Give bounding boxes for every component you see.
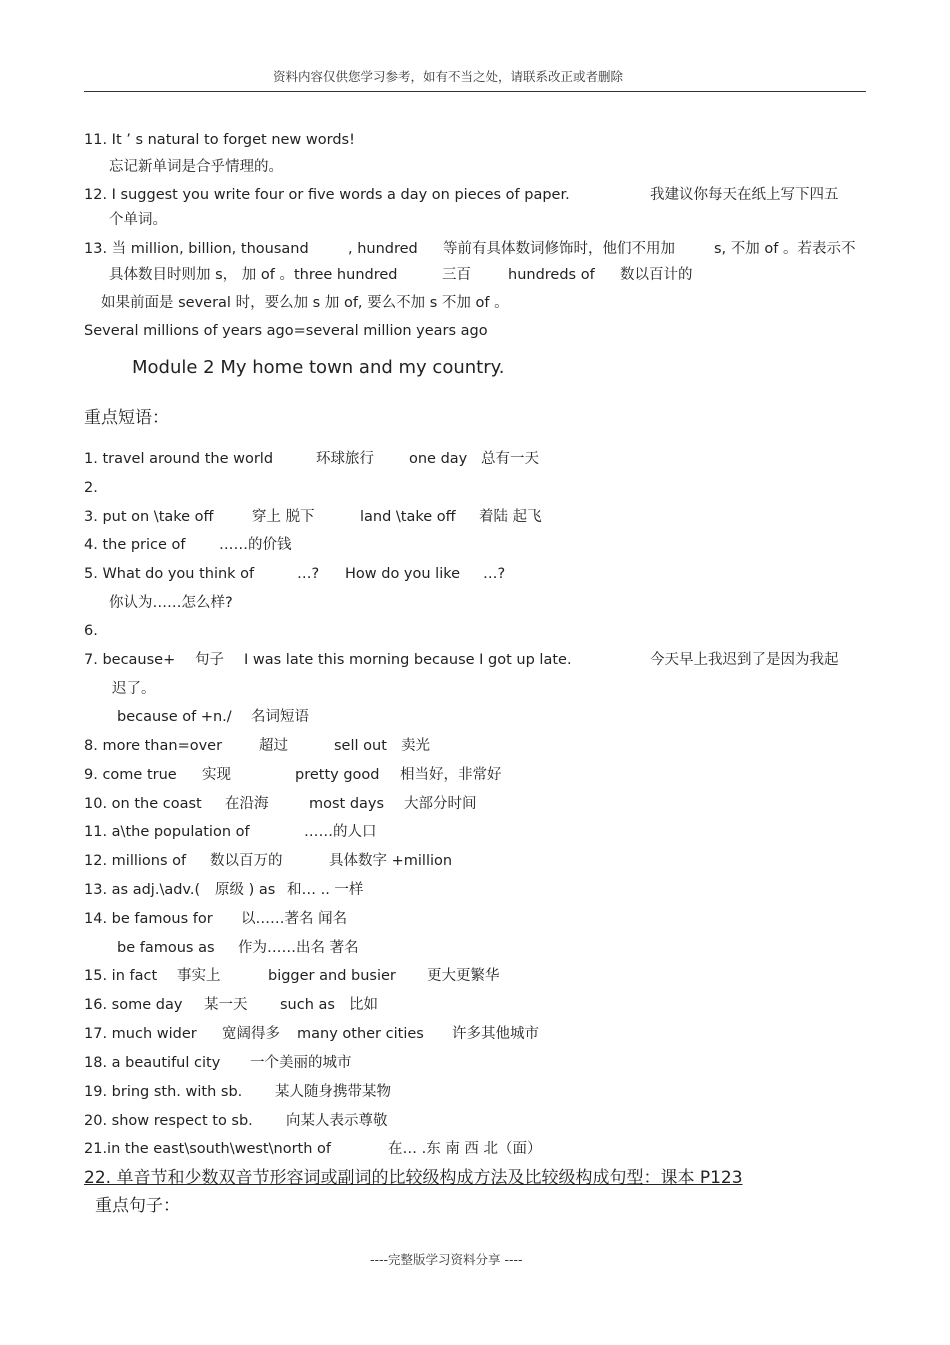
phrase-20-cn: 向某人表示尊敬 bbox=[286, 1113, 388, 1129]
phrase-12: 12. millions of bbox=[84, 853, 187, 869]
phrase-21-cn: 在… .东 南 西 北（面） bbox=[388, 1141, 542, 1157]
phrase-16-cn2: 比如 bbox=[349, 997, 378, 1013]
item-13-a: 13. 当 million, billion, thousand bbox=[84, 241, 309, 257]
phrase-10-cn2: 大部分时间 bbox=[404, 796, 477, 812]
several-millions-line: Several millions of years ago=several million years ago bbox=[84, 323, 488, 339]
phrase-2: 2. bbox=[84, 480, 98, 496]
phrase-3: 3. put on \take off bbox=[84, 509, 214, 525]
phrase-13: 13. as adj.\adv.( bbox=[84, 882, 201, 898]
phrase-8-en2: sell out bbox=[334, 738, 387, 754]
phrase-12-cn: 数以百万的 bbox=[210, 853, 283, 869]
phrase-8-cn: 超过 bbox=[259, 738, 288, 754]
phrase-10-cn: 在沿海 bbox=[225, 796, 269, 812]
phrase-21: 21.in the east\south\west\north of bbox=[84, 1141, 331, 1157]
item-12-chinese-cont: 个单词。 bbox=[109, 212, 167, 228]
phrase-4: 4. the price of bbox=[84, 537, 186, 553]
phrase-9-cn2: 相当好，非常好 bbox=[400, 767, 502, 783]
phrase-19: 19. bring sth. with sb. bbox=[84, 1084, 243, 1100]
item-13-c: 等前有具体数词修饰时，他们不用加 bbox=[443, 241, 675, 257]
phrase-19-cn: 某人随身携带某物 bbox=[275, 1084, 391, 1100]
item-12-english: 12. I suggest you write four or five words a day on pieces of paper. bbox=[84, 187, 570, 203]
phrase-7-because-of: because of +n./ bbox=[117, 709, 232, 725]
phrase-17-en2: many other cities bbox=[297, 1026, 424, 1042]
sentences-heading: 重点句子： bbox=[95, 1196, 180, 1216]
phrase-18-cn: 一个美丽的城市 bbox=[250, 1055, 352, 1071]
phrase-16: 16. some day bbox=[84, 997, 183, 1013]
phrase-8-cn2: 卖光 bbox=[401, 738, 430, 754]
item-11-translation: 忘记新单词是合乎情理的。 bbox=[109, 159, 283, 175]
phrase-4-cn: ……的价钱 bbox=[219, 537, 292, 553]
phrase-14: 14. be famous for bbox=[84, 911, 213, 927]
phrase-9-cn: 实现 bbox=[202, 767, 231, 783]
phrase-11: 11. a\the population of bbox=[84, 824, 250, 840]
phrase-14-cn: 以……著名 闻名 bbox=[241, 911, 348, 927]
phrase-8: 8. more than=over bbox=[84, 738, 223, 754]
phrase-5-cn: 你认为……怎么样? bbox=[109, 595, 233, 611]
phrase-7-translation-cont: 迟了。 bbox=[112, 681, 156, 697]
phrase-16-en2: such as bbox=[280, 997, 335, 1013]
phrase-11-cn: ……的人口 bbox=[304, 824, 377, 840]
phrase-7-cn: 句子 bbox=[195, 652, 224, 668]
phrase-10-en2: most days bbox=[309, 796, 385, 812]
phrase-9-en2: pretty good bbox=[295, 767, 380, 783]
phrase-1-en2: one day bbox=[409, 451, 468, 467]
phrase-6: 6. bbox=[84, 623, 98, 639]
header-rule bbox=[84, 91, 866, 92]
phrase-16-cn: 某一天 bbox=[204, 997, 248, 1013]
phrase-3-cn: 穿上 脱下 bbox=[252, 509, 315, 525]
phrase-13-b: 原级 ) as bbox=[215, 882, 276, 898]
item-13-b: , hundred bbox=[348, 241, 418, 257]
phrase-15: 15. in fact bbox=[84, 968, 158, 984]
phrase-15-cn2: 更大更繁华 bbox=[427, 968, 500, 984]
phrase-1-cn2: 总有一天 bbox=[481, 451, 539, 467]
phrase-5-en2: How do you like bbox=[345, 566, 461, 582]
phrase-14-alt-cn: 作为……出名 著名 bbox=[238, 940, 359, 956]
item-13-f: 三百 bbox=[442, 267, 471, 283]
phrase-18: 18. a beautiful city bbox=[84, 1055, 221, 1071]
item-13-i: 如果前面是 several 时，要么加 s 加 of, 要么不加 s 不加 of 。 bbox=[101, 295, 509, 311]
phrase-22-comparatives: 22. 单音节和少数双音节形容词或副词的比较级构成方法及比较级构成句型：课本 P123 bbox=[84, 1168, 743, 1188]
phrase-5-q2: …? bbox=[483, 566, 506, 582]
phrase-15-en2: bigger and busier bbox=[268, 968, 396, 984]
phrase-15-cn: 事实上 bbox=[177, 968, 221, 984]
item-13-d: s, 不加 of 。若表示不 bbox=[714, 241, 856, 257]
phrase-7-example: I was late this morning because I got up late. bbox=[244, 652, 572, 668]
phrase-10: 10. on the coast bbox=[84, 796, 202, 812]
module-title: Module 2 My home town and my country. bbox=[132, 357, 505, 378]
phrase-9: 9. come true bbox=[84, 767, 177, 783]
phrase-3-en2: land \take off bbox=[360, 509, 456, 525]
item-13-h: 数以百计的 bbox=[620, 267, 693, 283]
item-13-e: 具体数目时则加 s， 加 of 。three hundred bbox=[109, 267, 398, 283]
phrase-12-note: 具体数字 +million bbox=[329, 853, 453, 869]
phrase-7: 7. because+ bbox=[84, 652, 176, 668]
phrases-heading: 重点短语： bbox=[84, 408, 169, 428]
phrase-3-cn2: 着陆 起飞 bbox=[479, 509, 542, 525]
page-footer: ----完整版学习资料分享 ---- bbox=[370, 1252, 523, 1267]
item-11-text: 11. It ’ s natural to forget new words! bbox=[84, 132, 355, 148]
phrase-5-q1: …? bbox=[297, 566, 320, 582]
phrase-17-cn2: 许多其他城市 bbox=[452, 1026, 539, 1042]
phrase-20: 20. show respect to sb. bbox=[84, 1113, 253, 1129]
item-13-g: hundreds of bbox=[508, 267, 595, 283]
item-12-chinese: 我建议你每天在纸上写下四五 bbox=[650, 187, 839, 203]
phrase-1: 1. travel around the world bbox=[84, 451, 274, 467]
phrase-7-because-of-cn: 名词短语 bbox=[251, 709, 309, 725]
phrase-17: 17. much wider bbox=[84, 1026, 197, 1042]
page-header: 资料内容仅供您学习参考，如有不当之处，请联系改正或者删除 bbox=[273, 69, 624, 84]
phrase-14-alt: be famous as bbox=[117, 940, 215, 956]
phrase-1-cn: 环球旅行 bbox=[316, 451, 374, 467]
phrase-13-cn: 和… .. 一样 bbox=[287, 882, 364, 898]
phrase-17-cn: 宽阔得多 bbox=[222, 1026, 280, 1042]
phrase-5: 5. What do you think of bbox=[84, 566, 255, 582]
phrase-7-translation: 今天早上我迟到了是因为我起 bbox=[650, 652, 839, 668]
